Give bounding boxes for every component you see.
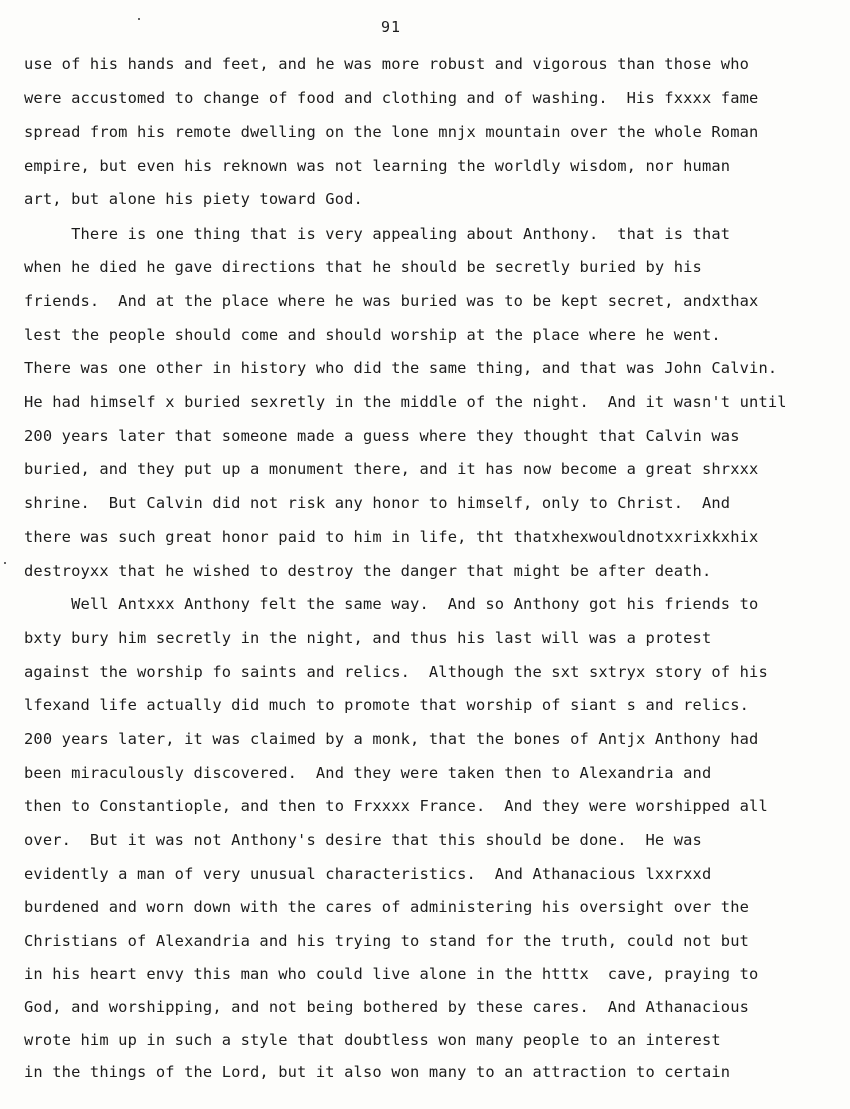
- text-line: art, but alone his piety toward God.: [24, 190, 363, 208]
- text-line: Well Antxxx Anthony felt the same way. And so Anthony got his friends to: [24, 595, 759, 613]
- text-line: when he died he gave directions that he should be secretly buried by his: [24, 258, 702, 276]
- text-line: shrine. But Calvin did not risk any honor to himself, only to Christ. And: [24, 494, 731, 512]
- text-line: buried, and they put up a monument there, and it has now become a great shrxxx: [24, 460, 759, 478]
- text-line: There was one other in history who did the same thing, and that was John Calvin.: [24, 359, 778, 377]
- speck: [4, 562, 6, 564]
- text-line: in the things of the Lord, but it also won many to an attraction to certain: [24, 1063, 731, 1081]
- text-line: lfexand life actually did much to promote that worship of siant s and relics.: [24, 696, 750, 714]
- text-line: over. But it was not Anthony's desire that this should be done. He was: [24, 831, 702, 849]
- text-line: evidently a man of very unusual characteristics. And Athanacious lxxrxxd: [24, 865, 712, 883]
- text-line: wrote him up in such a style that doubtless won many people to an interest: [24, 1031, 721, 1049]
- text-line: lest the people should come and should worship at the place where he went.: [24, 326, 721, 344]
- text-line: in his heart envy this man who could live alone in the htttx cave, praying to: [24, 965, 759, 983]
- text-line: spread from his remote dwelling on the lone mnjx mountain over the whole Roman: [24, 123, 759, 141]
- text-line: empire, but even his reknown was not learning the worldly wisdom, nor human: [24, 157, 731, 175]
- text-line: against the worship fo saints and relics. Although the sxt sxtryx story of his: [24, 663, 768, 681]
- text-line: destroyxx that he wished to destroy the danger that might be after death.: [24, 562, 712, 580]
- text-line: Christians of Alexandria and his trying to stand for the truth, could not but: [24, 932, 750, 950]
- text-line: God, and worshipping, and not being bothered by these cares. And Athanacious: [24, 998, 750, 1016]
- text-line: there was such great honor paid to him in life, tht thatxhexwouldnotxxrixkxhix: [24, 528, 759, 546]
- text-line: 200 years later, it was claimed by a monk, that the bones of Antjx Anthony had: [24, 730, 759, 748]
- text-line: use of his hands and feet, and he was more robust and vigorous than those who: [24, 55, 750, 73]
- text-line: were accustomed to change of food and clothing and of washing. His fxxxx fame: [24, 89, 759, 107]
- text-line: then to Constantiople, and then to Frxxxx France. And they were worshipped all: [24, 797, 768, 815]
- text-line: been miraculously discovered. And they were taken then to Alexandria and: [24, 764, 712, 782]
- text-line: burdened and worn down with the cares of administering his oversight over the: [24, 898, 750, 916]
- speck: [138, 18, 140, 20]
- text-line: He had himself x buried sexretly in the middle of the night. And it wasn't until: [24, 393, 787, 411]
- text-line: friends. And at the place where he was buried was to be kept secret, andxthax: [24, 292, 759, 310]
- text-line: There is one thing that is very appealing about Anthony. that is that: [24, 225, 731, 243]
- text-line: 200 years later that someone made a guess where they thought that Calvin was: [24, 427, 740, 445]
- text-line: bxty bury him secretly in the night, and thus his last will was a protest: [24, 629, 712, 647]
- page-number: 91: [381, 18, 402, 36]
